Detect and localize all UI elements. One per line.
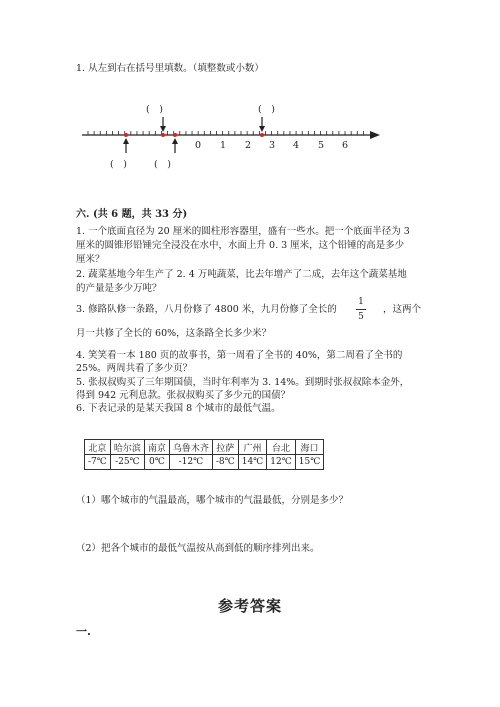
table-cell-city: 南京 — [144, 440, 169, 455]
problem-1-line: 1. 一个底面直径为 20 厘米的圆柱形容器里，盛有一些水。把一个底面半径为 3 — [76, 226, 410, 237]
table-cell-city: 广州 — [238, 440, 267, 455]
tick-label: 5 — [318, 140, 325, 151]
answer-blank[interactable]: ( ) — [146, 104, 163, 115]
temperature-table — [84, 439, 324, 470]
fraction-denominator: 5 — [358, 312, 364, 322]
problem-5-line: 得到 942 元利息款。张叔叔购买了多少元的国债？ — [76, 390, 291, 401]
problem-3-line: 月一共修了全长的 60%，这条路全长多少米？ — [76, 328, 272, 339]
problem-3-line: 3. 修路队修一条路，八月份修了 4800 米，九月份修了全长的 — [76, 304, 337, 315]
red-marker — [260, 133, 264, 137]
problem-3-line: ，这两个 — [383, 304, 422, 315]
tick-label: 3 — [269, 140, 276, 151]
table-row — [85, 455, 324, 470]
tick-label: 1 — [220, 140, 227, 151]
tick-label: 2 — [245, 140, 252, 151]
table-cell-city: 北京 — [85, 440, 111, 455]
table-cell-city: 乌鲁木齐 — [169, 440, 212, 455]
table-cell-temp: -8℃ — [212, 455, 238, 470]
problem-1-line: 厘米的圆锥形铅锤完全浸没在水中，水面上升 0. 3 厘米，这个铅锤的高是多少 — [76, 240, 405, 251]
problem-4-line: 4. 笑笑看一本 180 页的故事书，第一周看了全书的 40%，第二周看了全书的 — [76, 350, 403, 361]
table-cell-city: 哈尔滨 — [110, 440, 144, 455]
down-arrow-icon — [160, 126, 166, 132]
table-cell-temp: -7℃ — [85, 455, 111, 470]
table-cell-city: 台北 — [267, 440, 296, 455]
number-line-ticks — [88, 131, 363, 135]
problem-4-line: 25%。两周共看了多少页？ — [76, 363, 193, 374]
answer-blank[interactable]: ( ) — [110, 159, 127, 170]
tick-label: 6 — [342, 140, 349, 151]
table-cell-temp: -25℃ — [110, 455, 144, 470]
q1-instruction: 1. 从左到右在括号里填数。（填整数或小数） — [76, 63, 264, 74]
sub-question-1: （1）哪个城市的气温最高，哪个城市的气温最低，分别是多少？ — [76, 495, 349, 506]
table-cell-temp: 14℃ — [238, 455, 267, 470]
answers-title: 参考答案 — [218, 597, 283, 615]
problem-6-line: 6. 下表记录的是某天我国 8 个城市的最低气温。 — [76, 403, 281, 414]
problem-2-line: 2. 蔬菜基地今年生产了 2. 4 万吨蔬菜，比去年增产了二成，去年这个蔬菜基地 — [76, 269, 407, 280]
section-heading: 六. (共 6 题，共 33 分) — [76, 209, 188, 220]
table-cell-city: 海口 — [295, 440, 324, 455]
problem-1-line: 厘米？ — [76, 254, 105, 265]
fraction-one-fifth — [356, 297, 366, 322]
problem-2-line: 的产量是多少万吨？ — [76, 283, 162, 294]
fraction-numerator: 1 — [358, 297, 364, 307]
red-marker — [161, 133, 165, 137]
table-cell-temp: 12℃ — [267, 455, 296, 470]
red-marker — [124, 133, 128, 137]
answer-blank[interactable]: ( ) — [258, 104, 275, 115]
up-arrow-icon — [172, 138, 178, 144]
problem-5-line: 5. 张叔叔购买了三年期国债，当时年利率为 3. 14%。到期时张叔叔除本金外， — [76, 377, 410, 388]
up-arrow-icon — [123, 138, 129, 144]
sub-question-2: （2）把各个城市的最低气温按从高到低的顺序排列出来。 — [76, 543, 320, 554]
red-marker — [173, 133, 177, 137]
tick-label: 0 — [195, 140, 202, 151]
table-cell-temp: 15℃ — [295, 455, 324, 470]
table-row — [85, 440, 324, 455]
answers-section-one: 一. — [76, 625, 91, 638]
down-arrow-icon — [259, 126, 265, 132]
number-line-arrowhead — [370, 131, 380, 139]
tick-label: 4 — [293, 140, 300, 151]
number-line-figure — [0, 95, 500, 175]
answer-blank[interactable]: ( ) — [154, 159, 171, 170]
table-cell-temp: 0℃ — [144, 455, 169, 470]
table-cell-city: 拉萨 — [212, 440, 238, 455]
table-cell-temp: -12℃ — [169, 455, 212, 470]
